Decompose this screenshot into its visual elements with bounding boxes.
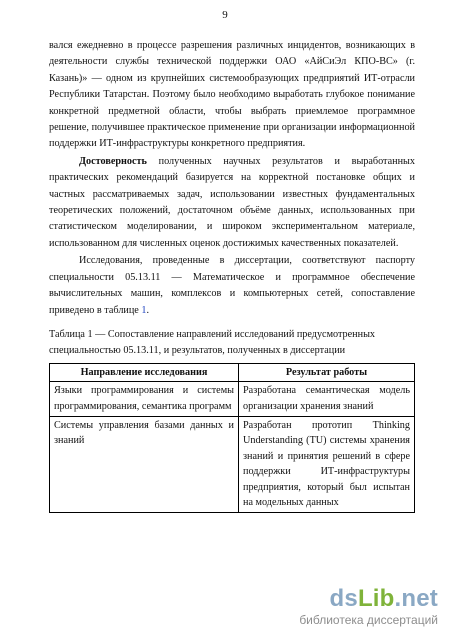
table-reference-link[interactable]: 1 (141, 304, 147, 316)
paragraph-3-text: Исследования, проведенные в диссертации, соответствуют паспорту специальности 05.13.11 — Математическое и программное обеспечение вычислительных машин, комплексов и компьютерных сетей, сопоставление приведено в таблице (49, 255, 415, 316)
table-row (50, 416, 415, 513)
paragraph-3-end: . (146, 304, 150, 316)
paragraph-2 (49, 154, 415, 252)
paragraph-2-bold-term: Достоверность (79, 155, 147, 167)
watermark-subtitle: библиотека диссертаций (299, 613, 438, 627)
table-row (50, 382, 415, 416)
table-header-direction: Направление исследования (50, 363, 239, 382)
paragraph-3 (49, 253, 415, 319)
table-header-row (50, 363, 415, 382)
dslib-watermark (299, 587, 438, 627)
table-header-result: Результат работы (239, 363, 415, 382)
table-cell-result: Разработан прототип Thinking Understanding (TU) системы хранения знаний и принятия решений в сфере поддержки ИТ-инфраструктуры предприятия, который был испытан на модельных данных (239, 416, 415, 513)
paragraph-2-text: полученных научных результатов и выработанных практических рекомендаций базируется на корректной постановке общих и частных рассматриваемых задач, использовании известных фундаментальных теоретических положений, достаточном объёме данных, использованных при статистическом моделировании, и широком экспериментальном материале, использованном для численных оценок достижимых качественных показателей. (49, 155, 415, 249)
table-cell-direction: Системы управления базами данных и знаний (50, 416, 239, 513)
page-number: 9 (222, 9, 228, 21)
table-cell-direction: Языки программирования и системы программирования, семантика программ (50, 382, 239, 416)
table-caption: Таблица 1 — Сопоставление направлений исследований предусмотренных специальностью 05.13.11, и результатов, полученных в диссертации (49, 328, 376, 357)
table-cell-result: Разработана семантическая модель организации хранения знаний (239, 382, 415, 416)
comparison-table (49, 363, 415, 513)
paragraph-1: вался ежедневно в процессе разрешения различных инцидентов, возникающих в деятельности службы технической поддержки ОАО «АйСиЭл КПО-ВС» (г. Казань)» — одном из крупнейших системообразующих предприятий ИТ-отрасли Республики Татарстан. Поэтому было необходимо выработать глубокое понимание конкретной предметной области, чтобы выбрать приемлемое программное решение, получившее практическое применение при организации информационной поддержки ИТ-инфраструктуры конкретного предприятия. (49, 40, 415, 150)
dslib-logo: dsLib.net (329, 585, 438, 612)
document-body (49, 38, 415, 513)
